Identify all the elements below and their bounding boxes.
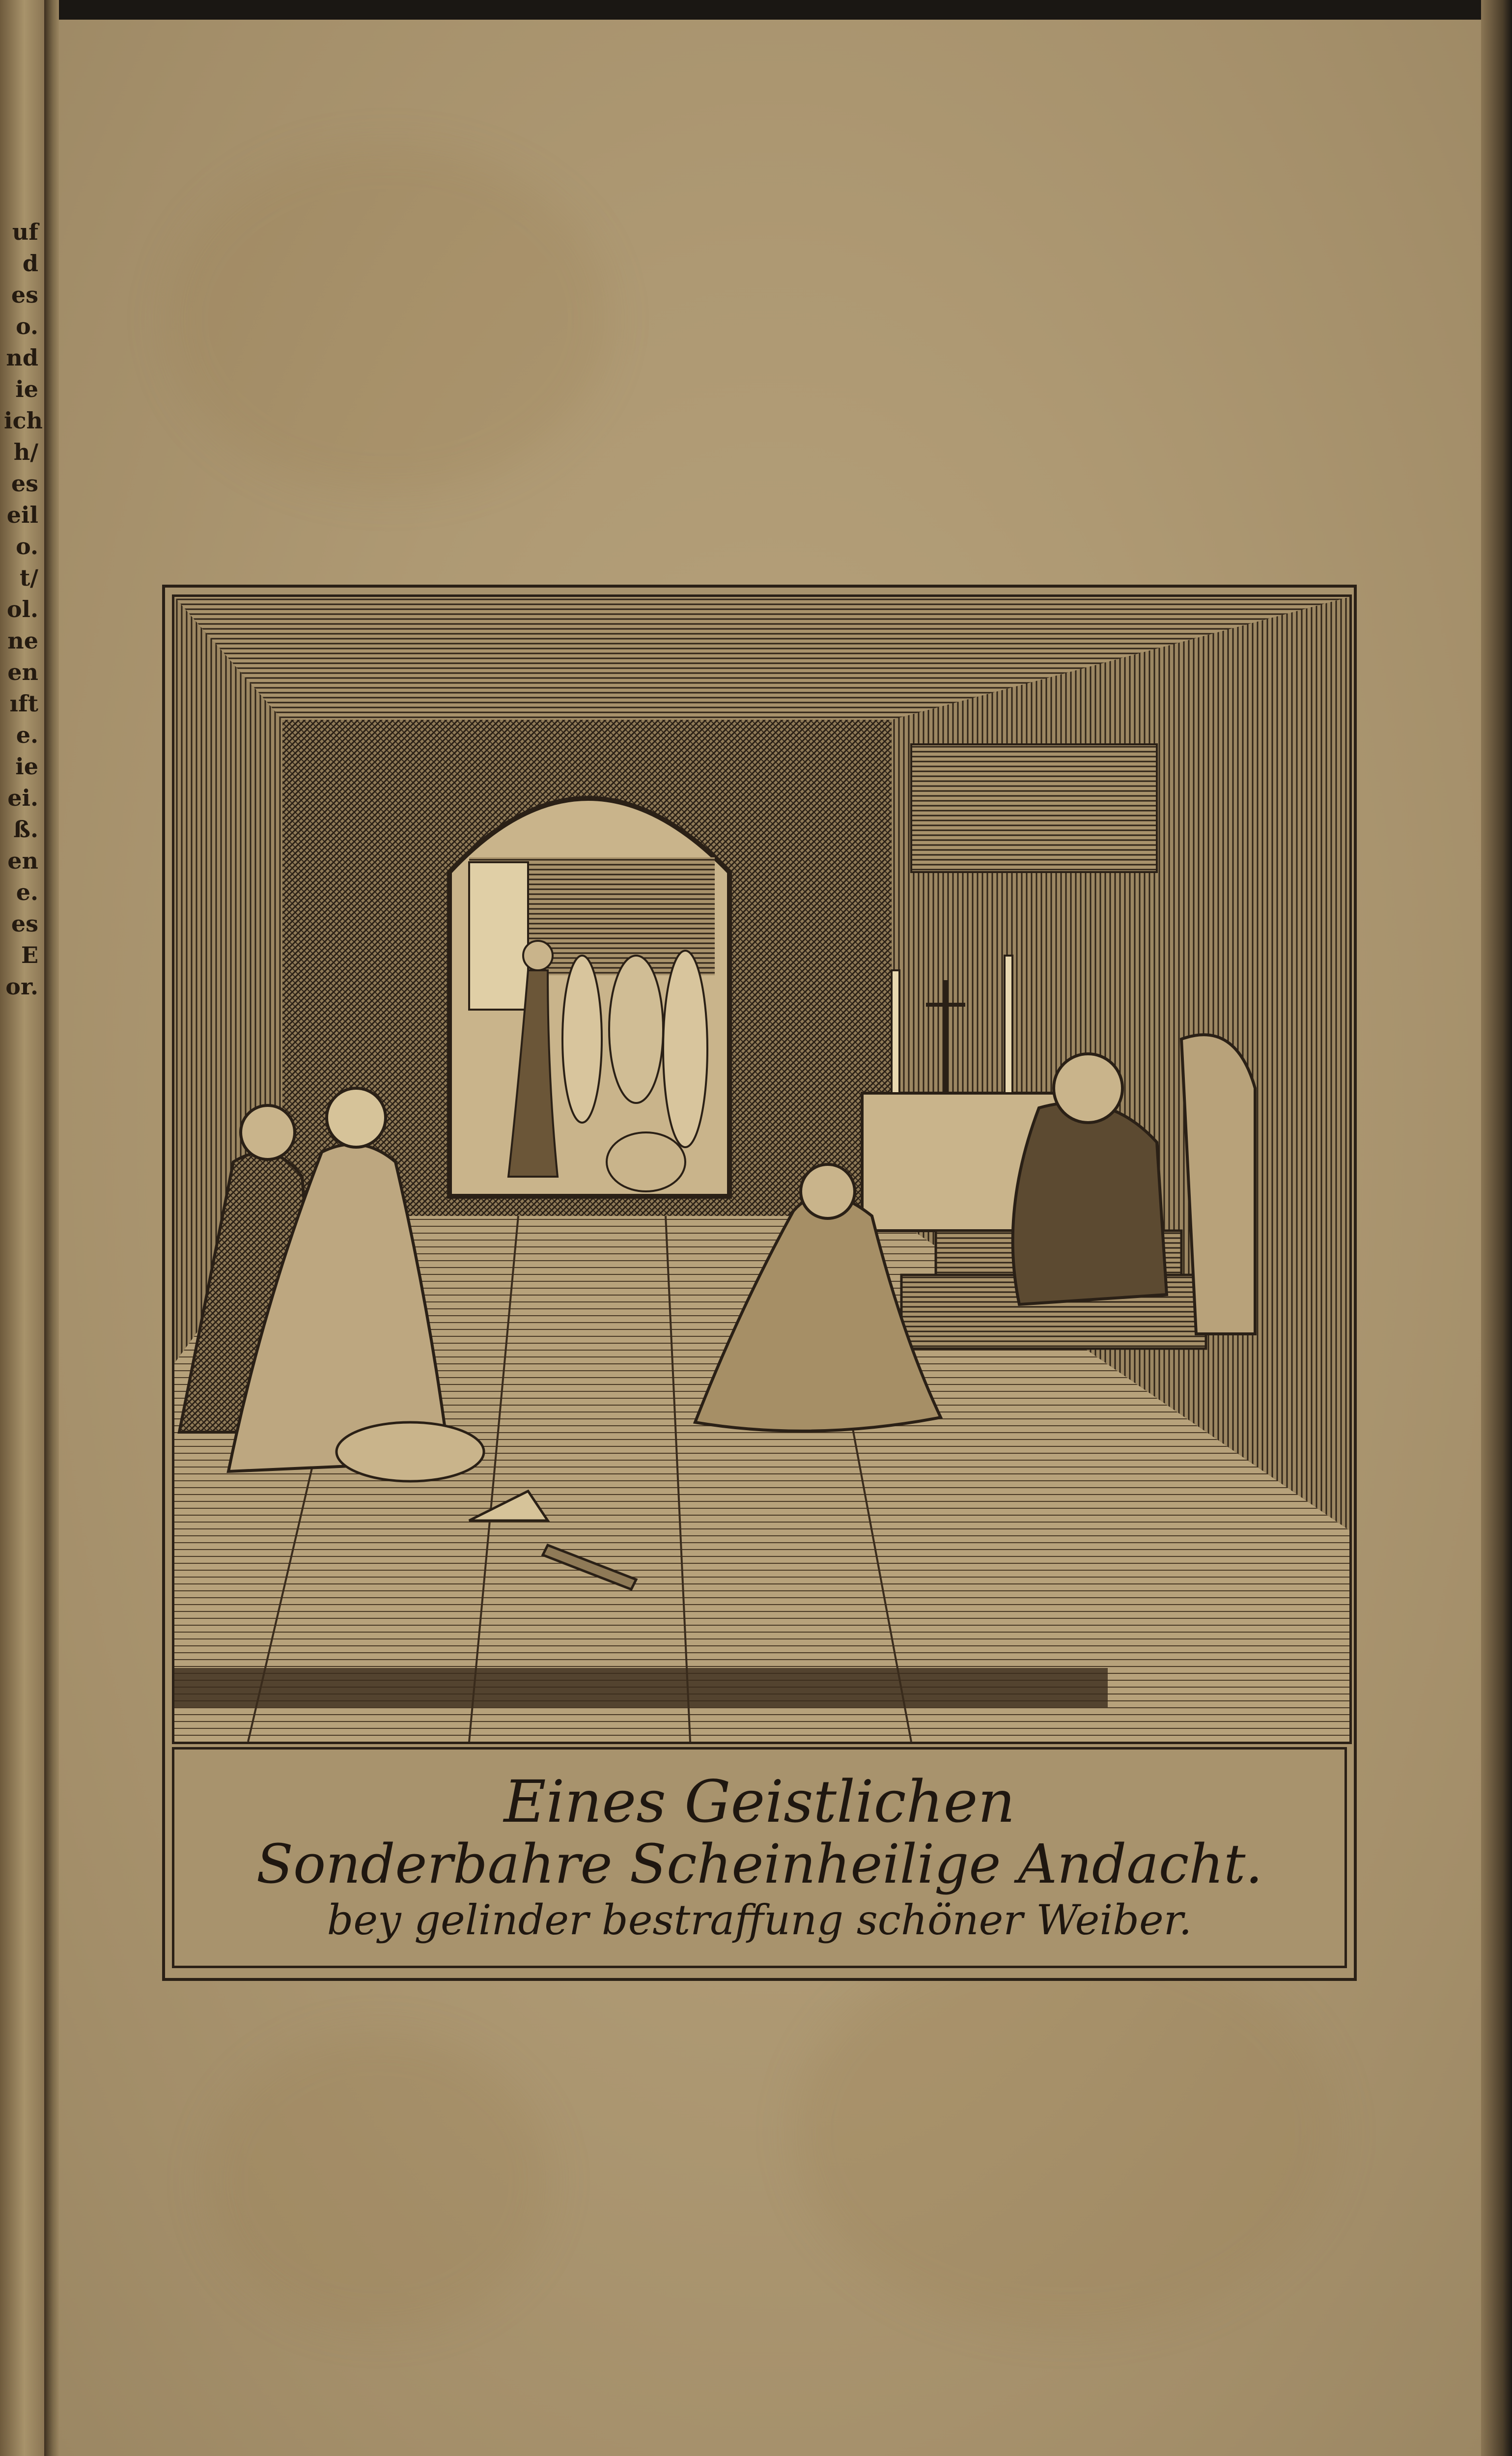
wall-panel (911, 744, 1157, 872)
left-page-fragment: es (11, 470, 38, 497)
left-page-fragment: ei. (7, 785, 38, 811)
left-page-fragment: es (11, 282, 38, 308)
left-page-fragment: E (21, 942, 38, 968)
paper-stain (167, 147, 609, 491)
book-gutter (44, 0, 59, 2456)
left-page-fragment: en (7, 659, 38, 685)
left-page-fragment: or. (5, 973, 38, 1000)
left-page-fragment: ol. (6, 596, 38, 622)
candle (892, 970, 899, 1093)
left-page-fragment: h/ (13, 439, 38, 465)
engraving-caption (172, 1747, 1347, 1968)
floor-shadow (174, 1668, 1108, 1707)
left-page-fragment: eil (6, 502, 38, 528)
left-page-edge (0, 0, 44, 2456)
left-page-fragment: es (11, 910, 38, 937)
left-page-fragment: e. (16, 879, 38, 905)
caption-line-3: bey gelinder bestraffung schöner Weiber. (327, 1896, 1192, 1944)
left-page-fragment: nd (6, 344, 38, 371)
left-page-fragment: ich (4, 407, 43, 434)
discarded-cloth (336, 1422, 484, 1481)
left-page-fragment: t/ (19, 565, 38, 591)
right-page (59, 20, 1481, 2456)
left-page-fragment: en (7, 847, 38, 874)
left-page-fragment: d (22, 250, 38, 277)
right-page-edge (1481, 0, 1512, 2456)
paper-stain (796, 1936, 1336, 2329)
paper-stain (206, 2034, 550, 2329)
left-page-fragment: ie (15, 753, 38, 780)
left-page-fragment: uf (12, 219, 38, 245)
back-room-window (469, 862, 528, 1010)
left-page-fragment: ß. (13, 816, 38, 843)
left-page-fragment: e. (16, 722, 38, 748)
engraving-illustration (172, 594, 1352, 1744)
engraving-plate (162, 585, 1357, 1981)
left-page-fragment: o. (16, 313, 38, 339)
left-page-text-fragments (4, 216, 43, 1002)
left-page-fragment: ıft (9, 690, 38, 717)
candle (1005, 956, 1012, 1093)
left-page-fragment: ie (15, 376, 38, 402)
caption-line-1: Eines Geistlichen (504, 1768, 1015, 1835)
left-page-fragment: ne (7, 627, 38, 654)
left-page-fragment: o. (16, 533, 38, 560)
caption-line-2: Sonderbahre Scheinheilige Andacht. (256, 1833, 1263, 1895)
